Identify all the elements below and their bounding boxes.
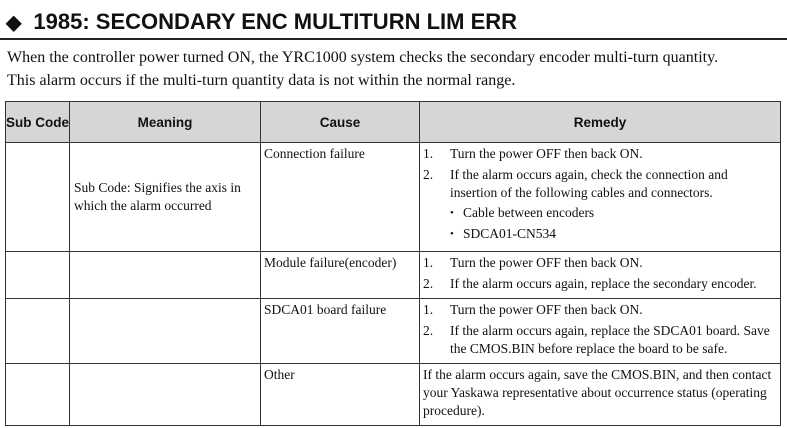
step-text: If the alarm occurs again, replace the SDCA01 board. Save the CMOS.BIN before replace the board to be safe. bbox=[450, 323, 770, 356]
step-number: 1. bbox=[423, 255, 434, 270]
step-number: 1. bbox=[423, 302, 434, 317]
step-text: If the alarm occurs again, check the connection and insertion of the following cables and connectors. bbox=[450, 167, 728, 200]
sub-code-cell bbox=[6, 252, 70, 299]
bullet-dot-icon: • bbox=[450, 228, 454, 240]
step-number: 2. bbox=[423, 323, 434, 338]
header-remedy: Remedy bbox=[420, 102, 781, 143]
alarm-description bbox=[7, 46, 785, 92]
alarm-title-text: 1985: SECONDARY ENC MULTITURN LIM ERR bbox=[33, 9, 518, 34]
table-row bbox=[6, 364, 781, 426]
bullet-dot-icon: • bbox=[450, 207, 454, 219]
remedy-step bbox=[423, 254, 777, 272]
step-text: Turn the power OFF then back ON. bbox=[450, 255, 643, 270]
alarm-title bbox=[6, 7, 517, 37]
alarm-table bbox=[5, 101, 781, 426]
step-number: 2. bbox=[423, 276, 434, 291]
sub-code-cell bbox=[6, 143, 70, 252]
connector-list bbox=[450, 204, 777, 243]
remedy-step bbox=[423, 275, 777, 293]
meaning-cell bbox=[70, 299, 261, 364]
description-line-1: When the controller power turned ON, the YRC1000 system checks the secondary encoder multi-turn quantity. bbox=[7, 49, 719, 66]
step-text: Turn the power OFF then back ON. bbox=[450, 146, 643, 161]
description-line-2: This alarm occurs if the multi-turn quantity data is not within the normal range. bbox=[7, 72, 516, 89]
cause-cell: Other bbox=[261, 364, 420, 426]
step-number: 1. bbox=[423, 146, 434, 161]
title-divider bbox=[0, 38, 787, 40]
header-cause: Cause bbox=[261, 102, 420, 143]
meaning-cell bbox=[70, 364, 261, 426]
sub-code-cell bbox=[6, 364, 70, 426]
remedy-step bbox=[423, 145, 777, 163]
meaning-cell: Sub Code: Signifies the axis in which the alarm occurred bbox=[70, 143, 261, 252]
table-row bbox=[6, 299, 781, 364]
table-row bbox=[6, 252, 781, 299]
remedy-cell: If the alarm occurs again, save the CMOS.BIN, and then contact your Yaskawa representative about occurrence status (operating procedure). bbox=[420, 364, 781, 426]
meaning-cell bbox=[70, 252, 261, 299]
remedy-step bbox=[423, 322, 777, 358]
step-text: Turn the power OFF then back ON. bbox=[450, 302, 643, 317]
remedy-step bbox=[423, 166, 777, 246]
cause-cell: Module failure(encoder) bbox=[261, 252, 420, 299]
step-text: If the alarm occurs again, replace the secondary encoder. bbox=[450, 276, 757, 291]
table-header-row bbox=[6, 102, 781, 143]
list-item: • SDCA01-CN534 bbox=[450, 226, 557, 241]
header-meaning: Meaning bbox=[70, 102, 261, 143]
table-row bbox=[6, 143, 781, 252]
cause-cell: SDCA01 board failure bbox=[261, 299, 420, 364]
step-number: 2. bbox=[423, 167, 434, 182]
diamond-bullet-icon: ◆ bbox=[6, 11, 22, 34]
cause-cell: Connection failure bbox=[261, 143, 420, 252]
list-item: • Cable between encoders bbox=[450, 205, 595, 220]
sub-code-cell bbox=[6, 299, 70, 364]
remedy-step bbox=[423, 301, 777, 319]
remedy-cell bbox=[420, 143, 781, 252]
remedy-cell bbox=[420, 252, 781, 299]
header-sub-code: Sub Code bbox=[6, 102, 70, 143]
remedy-cell bbox=[420, 299, 781, 364]
